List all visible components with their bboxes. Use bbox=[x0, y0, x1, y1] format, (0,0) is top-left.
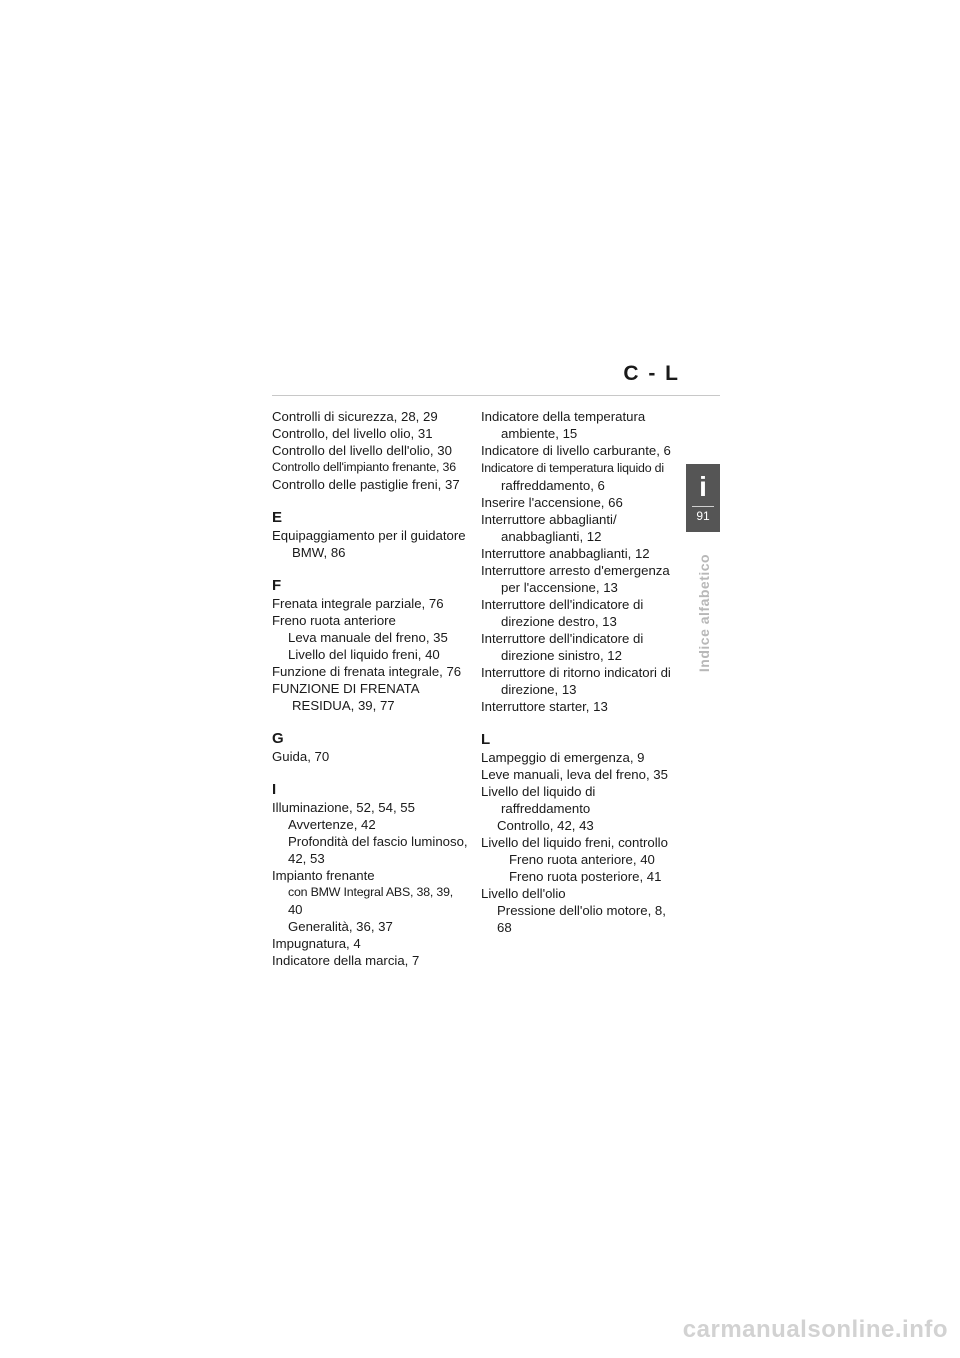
chapter-title-text: Indice alfabetico bbox=[696, 553, 712, 673]
entry-text: Livello del liquido di bbox=[481, 784, 596, 799]
info-icon: i bbox=[699, 471, 707, 502]
index-entry: Interruttore starter, 13 bbox=[481, 699, 608, 714]
group-letter-e: E bbox=[272, 509, 283, 526]
index-entry bbox=[481, 459, 681, 494]
index-entry: Impugnatura, 4 bbox=[272, 936, 361, 951]
index-subentry: Livello del liquido freni, 40 bbox=[288, 647, 440, 662]
index-entry: Controllo dell'impianto frenante, 36 bbox=[272, 460, 456, 474]
entry-text: Interruttore dell'indicatore di bbox=[481, 597, 644, 612]
index-entry: Controllo del livello dell'olio, 30 bbox=[272, 443, 452, 458]
group-letter-l: L bbox=[481, 731, 491, 748]
index-subentry: Freno ruota posteriore, 41 bbox=[509, 869, 662, 884]
entry-continuation: raffreddamento bbox=[501, 801, 591, 816]
entry-continuation: 68 bbox=[497, 920, 512, 935]
index-column-left bbox=[272, 408, 472, 969]
group-letter-i: I bbox=[272, 781, 277, 798]
entry-text: Indicatore della temperatura bbox=[481, 409, 646, 424]
entry-continuation: ambiente, 15 bbox=[501, 426, 578, 441]
group-letter-g: G bbox=[272, 730, 284, 747]
entry-text: con BMW Integral ABS, 38, 39, bbox=[288, 885, 454, 899]
watermark: carmanualsonline.info bbox=[682, 1316, 948, 1343]
index-entry bbox=[272, 680, 472, 714]
page-number: 91 bbox=[696, 509, 710, 523]
index-entry: Guida, 70 bbox=[272, 749, 330, 764]
header-divider bbox=[272, 395, 720, 396]
entry-text: Indicatore di temperatura liquido di bbox=[481, 461, 664, 475]
entry-text: Interruttore arresto d'emergenza bbox=[481, 563, 670, 578]
entry-continuation: direzione destro, 13 bbox=[501, 614, 617, 629]
index-subentry: Freno ruota anteriore, 40 bbox=[509, 852, 655, 867]
entry-continuation: direzione sinistro, 12 bbox=[501, 648, 622, 663]
index-subentry: Avvertenze, 42 bbox=[288, 817, 376, 832]
index-entry: Inserire l'accensione, 66 bbox=[481, 495, 623, 510]
entry-text: Interruttore dell'indicatore di bbox=[481, 631, 644, 646]
index-entry bbox=[481, 562, 681, 596]
index-column-right bbox=[481, 408, 681, 936]
index-subentry: Leva manuale del freno, 35 bbox=[288, 630, 448, 645]
entry-text: Equipaggiamento per il guidatore bbox=[272, 528, 466, 543]
entry-continuation: anabbaglianti, 12 bbox=[501, 529, 602, 544]
index-entry: Indicatore della marcia, 7 bbox=[272, 953, 420, 968]
index-entry: Controllo, del livello olio, 31 bbox=[272, 426, 433, 441]
index-entry: Interruttore anabbaglianti, 12 bbox=[481, 546, 650, 561]
index-subentry bbox=[481, 902, 681, 936]
entry-text: Pressione dell'olio motore, 8, bbox=[497, 903, 666, 918]
entry-continuation: 40 bbox=[288, 902, 303, 917]
index-subentry: Generalità, 36, 37 bbox=[288, 919, 393, 934]
index-subentry bbox=[272, 884, 472, 918]
index-entry: Controllo delle pastiglie freni, 37 bbox=[272, 477, 460, 492]
index-subentry: Controllo, 42, 43 bbox=[497, 818, 594, 833]
index-entry: Illuminazione, 52, 54, 55 bbox=[272, 800, 415, 815]
index-entry: Impianto frenante bbox=[272, 868, 375, 883]
index-subentry bbox=[272, 833, 472, 867]
index-entry bbox=[481, 408, 681, 442]
entry-continuation: BMW, 86 bbox=[292, 545, 346, 560]
chapter-tab bbox=[686, 464, 720, 532]
index-entry bbox=[481, 664, 681, 698]
index-entry bbox=[481, 783, 681, 817]
chapter-title-vertical bbox=[692, 548, 716, 678]
index-entry: Leve manuali, leva del freno, 35 bbox=[481, 767, 668, 782]
index-entry: Livello dell'olio bbox=[481, 886, 566, 901]
entry-continuation: 42, 53 bbox=[288, 851, 325, 866]
entry-continuation: RESIDUA, 39, 77 bbox=[292, 698, 395, 713]
index-entry bbox=[272, 527, 472, 561]
index-entry bbox=[481, 511, 681, 545]
entry-text: Interruttore di ritorno indicatori di bbox=[481, 665, 671, 680]
index-entry: Frenata integrale parziale, 76 bbox=[272, 596, 444, 611]
index-entry bbox=[481, 596, 681, 630]
index-entry: Freno ruota anteriore bbox=[272, 613, 396, 628]
entry-text: Interruttore abbaglianti/ bbox=[481, 512, 617, 527]
entry-text: FUNZIONE DI FRENATA bbox=[272, 681, 420, 696]
entry-text: Profondità del fascio luminoso, bbox=[288, 834, 468, 849]
tab-divider bbox=[692, 506, 714, 507]
section-letters: C - L bbox=[623, 362, 680, 385]
index-entry: Indicatore di livello carburante, 6 bbox=[481, 443, 671, 458]
index-entry bbox=[481, 630, 681, 664]
index-entry: Funzione di frenata integrale, 76 bbox=[272, 664, 462, 679]
index-entry: Lampeggio di emergenza, 9 bbox=[481, 750, 645, 765]
group-letter-f: F bbox=[272, 577, 282, 594]
entry-continuation: per l'accensione, 13 bbox=[501, 580, 618, 595]
index-entry: Controlli di sicurezza, 28, 29 bbox=[272, 409, 438, 424]
index-entry: Livello del liquido freni, controllo bbox=[481, 835, 668, 850]
entry-continuation: direzione, 13 bbox=[501, 682, 577, 697]
entry-continuation: raffreddamento, 6 bbox=[501, 478, 605, 493]
